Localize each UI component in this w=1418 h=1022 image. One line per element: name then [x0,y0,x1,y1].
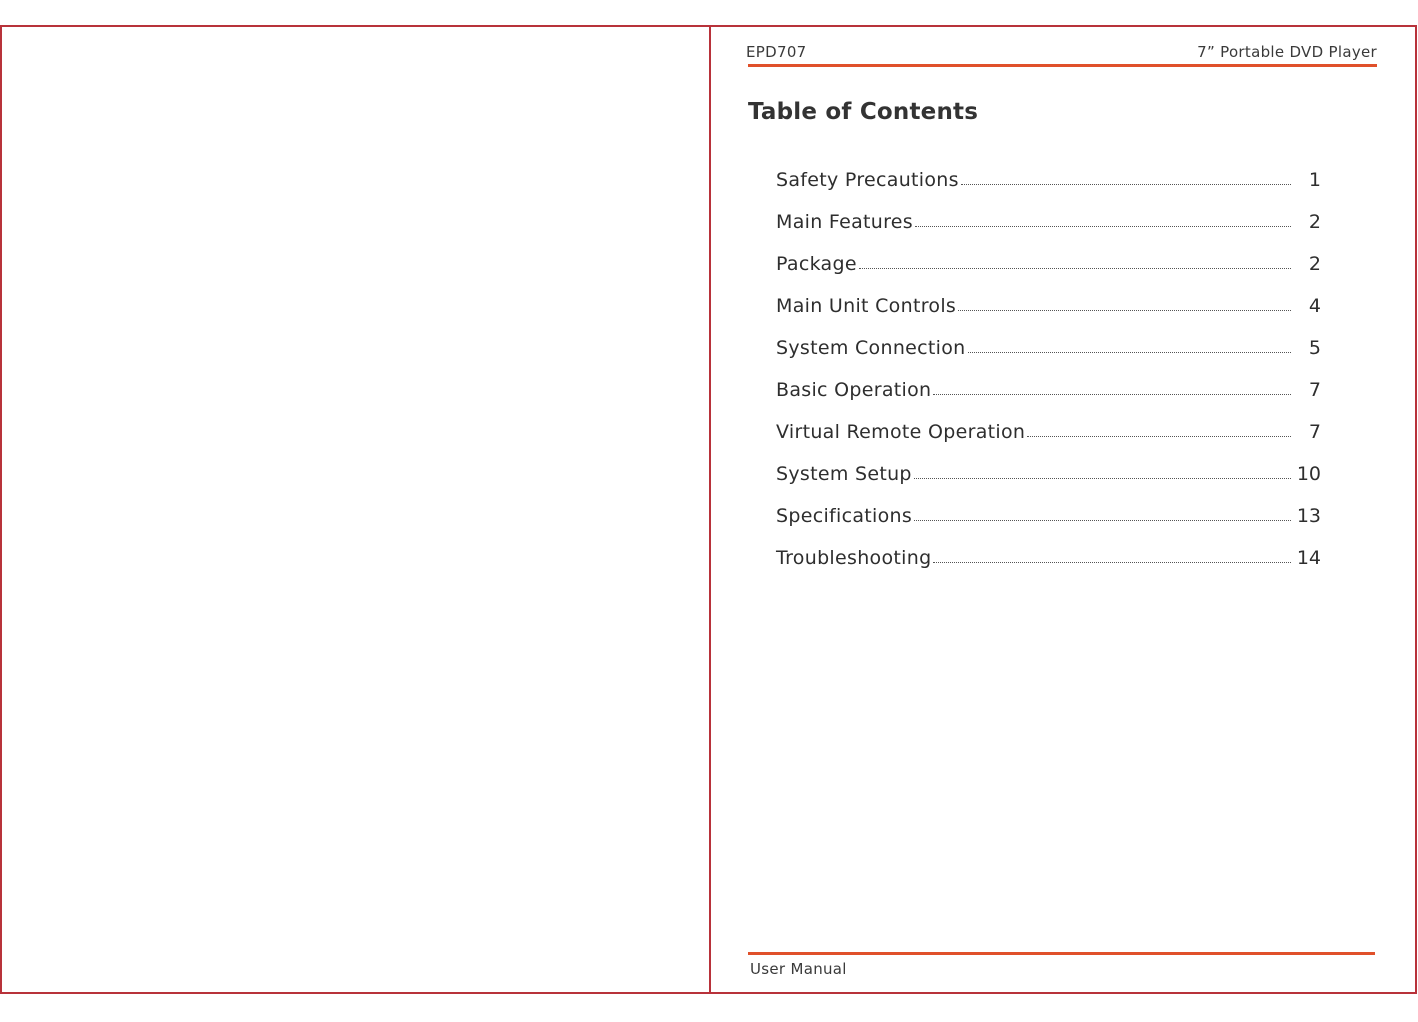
product-name: 7” Portable DVD Player [1197,43,1377,61]
toc-dot-leader [859,268,1291,269]
toc-entry-page: 14 [1296,547,1321,569]
toc-entry-label: Main Unit Controls [776,295,957,317]
toc-entry-page: 7 [1308,421,1321,443]
header-rule [748,64,1377,67]
toc-entry-page: 7 [1308,379,1321,401]
toc-dot-leader [933,394,1291,395]
toc-entry-safety-precautions[interactable] [776,149,1321,191]
toc-dot-leader [914,478,1291,479]
toc-entry-system-setup[interactable] [776,443,1321,485]
toc-dot-leader [1027,436,1291,437]
toc-dot-leader [961,184,1291,185]
toc-entry-page: 4 [1308,295,1321,317]
toc-entry-troubleshooting[interactable] [776,527,1321,569]
toc-entry-basic-operation[interactable] [776,359,1321,401]
blank-left-page [2,27,709,992]
toc-dot-leader [933,562,1291,563]
model-number: EPD707 [746,43,807,61]
toc-entry-label: Package [776,253,857,275]
toc-entry-system-connection[interactable] [776,317,1321,359]
toc-entry-page: 1 [1308,169,1321,191]
toc-entry-page: 10 [1296,463,1321,485]
toc-entry-label: Specifications [776,505,913,527]
toc-entry-label: Virtual Remote Operation [776,421,1026,443]
toc-entry-specifications[interactable] [776,485,1321,527]
toc-entry-label: Troubleshooting [776,547,932,569]
toc-entry-page: 2 [1308,211,1321,233]
page-header [746,41,1377,65]
toc-entry-label: Safety Precautions [776,169,959,191]
toc-entry-label: Main Features [776,211,913,233]
manual-spread [0,25,1417,994]
toc-entry-main-features[interactable] [776,191,1321,233]
toc-entry-page: 13 [1296,505,1321,527]
toc-dot-leader [958,310,1291,311]
footer-rule [748,952,1375,955]
toc-title: Table of Contents [748,99,979,125]
toc-entry-label: System Setup [776,463,912,485]
page-footer: User Manual [750,960,847,978]
toc-entry-virtual-remote-operation[interactable] [776,401,1321,443]
toc-entry-page: 5 [1308,337,1321,359]
toc-list [776,149,1321,569]
toc-entry-page: 2 [1308,253,1321,275]
toc-dot-leader [968,352,1292,353]
toc-dot-leader [915,226,1291,227]
toc-entry-main-unit-controls[interactable] [776,275,1321,317]
toc-entry-package[interactable] [776,233,1321,275]
toc-page [711,27,1415,992]
toc-dot-leader [914,520,1291,521]
toc-entry-label: Basic Operation [776,379,932,401]
toc-entry-label: System Connection [776,337,966,359]
